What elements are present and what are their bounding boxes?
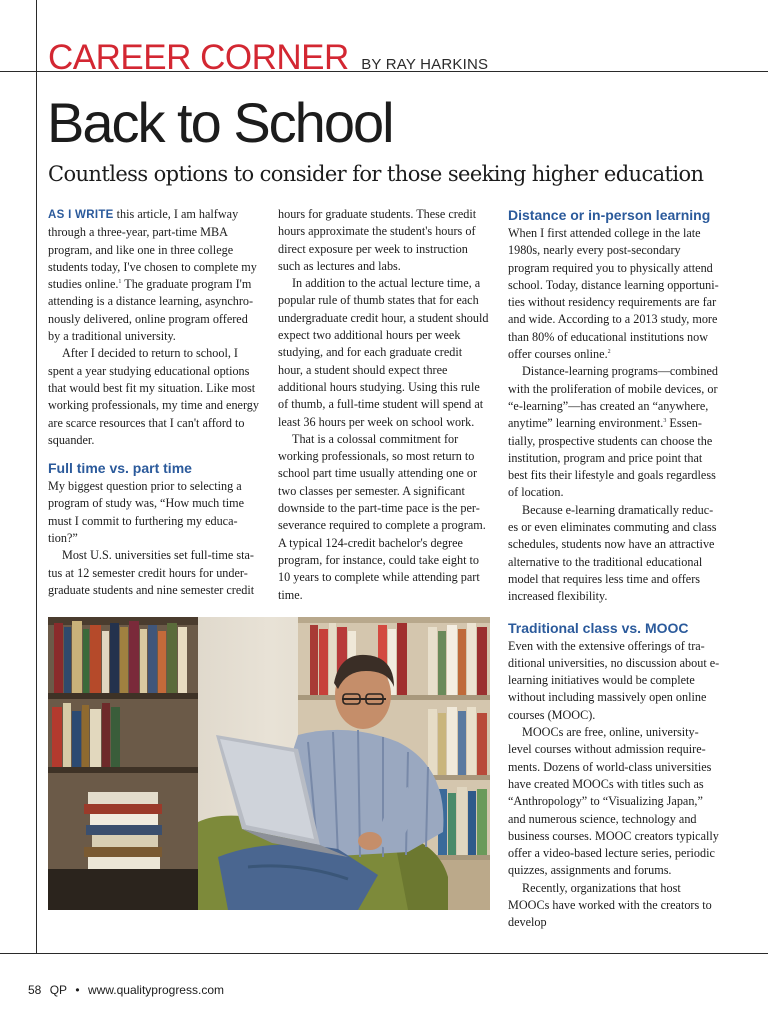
paragraph: After I decided to return to school, I spent a year studying educational options that would best fit my situation. Like most working professionals, my time and energy are scarce resources that I can't afford to squander. [48, 346, 259, 447]
text-run: this article, I am halfway through a three-year, part-time MBA program, and like one in three college students today, I've chosen to complete my studies online. [48, 207, 257, 292]
bookshelf-left [48, 617, 198, 910]
text-run: Distance-learning programs—combined with the proliferation of mobile devices, or “e-learning”—has created an “anywhere, anytime” learning environment. [508, 364, 718, 431]
paragraph: In addition to the actual lecture time, a popular rule of thumb states that for each undergraduate credit hour, a student should expect two additional hours per week studying, and for each graduate credit hour, a student should expect three additional hours studying. Using this rule of thumb, a full-time student will spend at least 36 hours per week on school work. [278, 276, 489, 429]
footnote-ref: 2 [607, 349, 611, 356]
section-heading-distance: Distance or in-person learning [508, 207, 711, 223]
department-header [48, 38, 488, 78]
paragraph: Because e-learning dramatically reduc-es or even eliminates commuting and class schedules, students now have an attractive alternative to the traditional educational model that requires less time and offers increased flexibility. [508, 502, 717, 604]
paragraph: Recently, organizations that host MOOCs have worked with the creators to develop [508, 880, 712, 930]
page-number: 58 [28, 983, 42, 997]
footnote-ref: 1 [118, 279, 122, 286]
article-column-3 [508, 206, 720, 932]
section-heading-mooc: Traditional class vs. MOOC [508, 619, 689, 636]
article-deck: Countless options to consider for those seeking higher education [48, 162, 704, 186]
paragraph: Even with the extensive offerings of tra-ditional universities, no discussion about e-learning initiatives would be complete without including massively open online courses (MOOC). [508, 638, 720, 722]
article-headline: Back to School [47, 91, 393, 154]
text-run: Essen-tially, prospective students can choose the institution, program and price point that best fits their lifestyle and goals regardless of location. [508, 416, 716, 500]
text-run: The graduate program I'm attending is a distance learning, asynchro-nously delivered, online program offered by a traditional university. [48, 277, 254, 344]
lead-in: AS I WRITE [48, 209, 114, 221]
footer-bullet: • [75, 983, 80, 997]
paragraph: That is a colossal commitment for working professionals, so most return to school part time usually attending one or two classes per semester. A significant downside to the part-time pace is the per-severance required to complete a program. A typical 124-credit bachelor's degree program, for instance, could take eight to 10 years to complete while attending part time. [278, 431, 486, 602]
left-vertical-rule [36, 0, 37, 953]
page-footer [28, 983, 229, 997]
footer-rule [0, 953, 768, 954]
footnote-ref: 3 [663, 418, 667, 425]
paragraph: Most U.S. universities set full-time sta-tus at 12 semester credit hours for under-graduate students and nine semester credit [48, 548, 255, 597]
magazine-url: www.qualityprogress.com [87, 983, 224, 997]
section-heading-full-time: Full time vs. part time [48, 460, 192, 477]
article-column-1 [48, 206, 260, 599]
author-byline: BY RAY HARKINS [361, 56, 489, 73]
paragraph: My biggest question prior to selecting a program of study was, “How much time must I commit to furthering my educa-tion?” [48, 479, 244, 546]
article-photo [48, 617, 490, 910]
department-title: CAREER CORNER [48, 38, 349, 77]
paragraph [508, 225, 720, 363]
paragraph [508, 363, 720, 501]
text-run: When I first attended college in the late 1980s, nearly every post-secondary program required you to physically attend school. Today, distance learning opportuni-ties without residency requirements are far and wide. According to a 2013 study, more than 80% of educational institutions now offer courses online. [508, 226, 719, 362]
photo-man-with-laptop-in-library [48, 617, 490, 910]
paragraph [48, 206, 260, 345]
paragraph: hours for graduate students. These credit hours approximate the student's hours of direct exposure per week to instruction such as lectures and labs. [278, 207, 477, 273]
paragraph: MOOCs are free, online, university-level courses without admission require-ments. Dozens of world-class universities have created MOOCs with titles such as “Anthropology” to “Visualizing Japan,” and numerous science, technology and business courses. MOOC creators typically offer a video-based lecture series, periodic quizzes, assignments and forums. [508, 725, 719, 878]
article-column-2 [278, 206, 490, 604]
magazine-name: QP [49, 983, 68, 997]
